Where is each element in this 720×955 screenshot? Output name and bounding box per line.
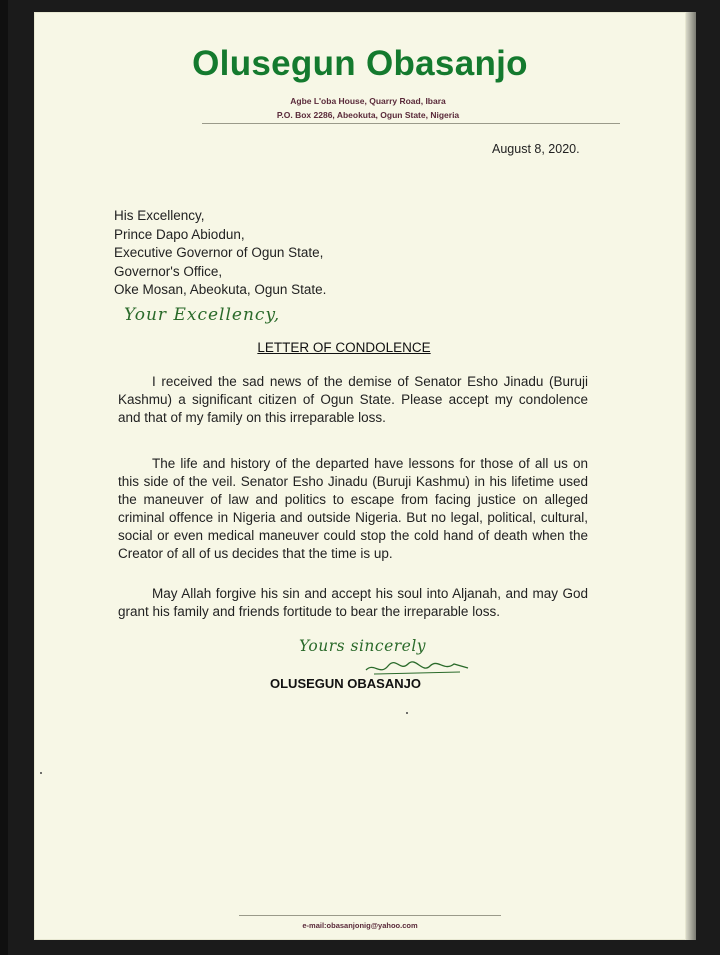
handwritten-closing: Yours sincerely bbox=[299, 637, 427, 655]
page-edge-shadow bbox=[686, 12, 696, 940]
footer-email: e-mail:obasanjonig@yahoo.com bbox=[302, 921, 418, 930]
body-paragraph bbox=[118, 373, 588, 427]
recipient-line: Governor's Office, bbox=[114, 263, 223, 279]
letter-heading: LETTER OF CONDOLENCE bbox=[257, 340, 431, 355]
recipient-line: His Excellency, bbox=[114, 208, 205, 223]
paragraph-text: May Allah forgive his sin and accept his soul into Aljanah, and may God grant his family and friends fortitude to bear the irreparable loss. bbox=[118, 586, 588, 619]
photo-frame-edge bbox=[0, 0, 8, 955]
recipient-block bbox=[114, 207, 326, 300]
letterhead-address-line-1: Agbe L'oba House, Quarry Road, Ibara bbox=[290, 96, 446, 106]
letterhead-name: Olusegun Obasanjo bbox=[192, 44, 528, 83]
letterhead-address-line-2: P.O. Box 2286, Abeokuta, Ogun State, Nigeria bbox=[276, 110, 460, 120]
body-paragraph bbox=[118, 455, 588, 563]
footer-divider bbox=[239, 915, 501, 916]
paper-speck bbox=[40, 772, 42, 774]
letter-page bbox=[34, 12, 686, 940]
paragraph-text: I received the sad news of the demise of Senator Esho Jinadu (Buruji Kashmu) a significant citizen of Ogun State. Please accept my condolence and that of my family on this irreparable loss. bbox=[118, 374, 588, 425]
recipient-line: Oke Mosan, Abeokuta, Ogun State. bbox=[114, 282, 327, 297]
letter-date: August 8, 2020. bbox=[492, 142, 580, 156]
body-paragraph bbox=[118, 585, 588, 621]
handwritten-salutation: Your Excellency, bbox=[124, 305, 281, 325]
paragraph-text: The life and history of the departed have lessons for those of all us on this side of the veil. Senator Esho Jinadu (Buruji Kashmu) in his lifetime used the maneuver of law and politics to escape from facing justice on alleged criminal offence in Nigeria and outside Nigeria. But no legal, political, cultural, social or even medical maneuver could stop the cold hand of death when the Creator of all of us decides that the time is up. bbox=[118, 456, 588, 561]
recipient-line: Prince Dapo Abiodun, bbox=[114, 226, 245, 242]
paper-speck bbox=[406, 712, 408, 714]
letterhead-divider bbox=[202, 123, 620, 124]
recipient-line: Executive Governor of Ogun State, bbox=[114, 245, 324, 260]
signer-name: OLUSEGUN OBASANJO bbox=[270, 676, 421, 691]
